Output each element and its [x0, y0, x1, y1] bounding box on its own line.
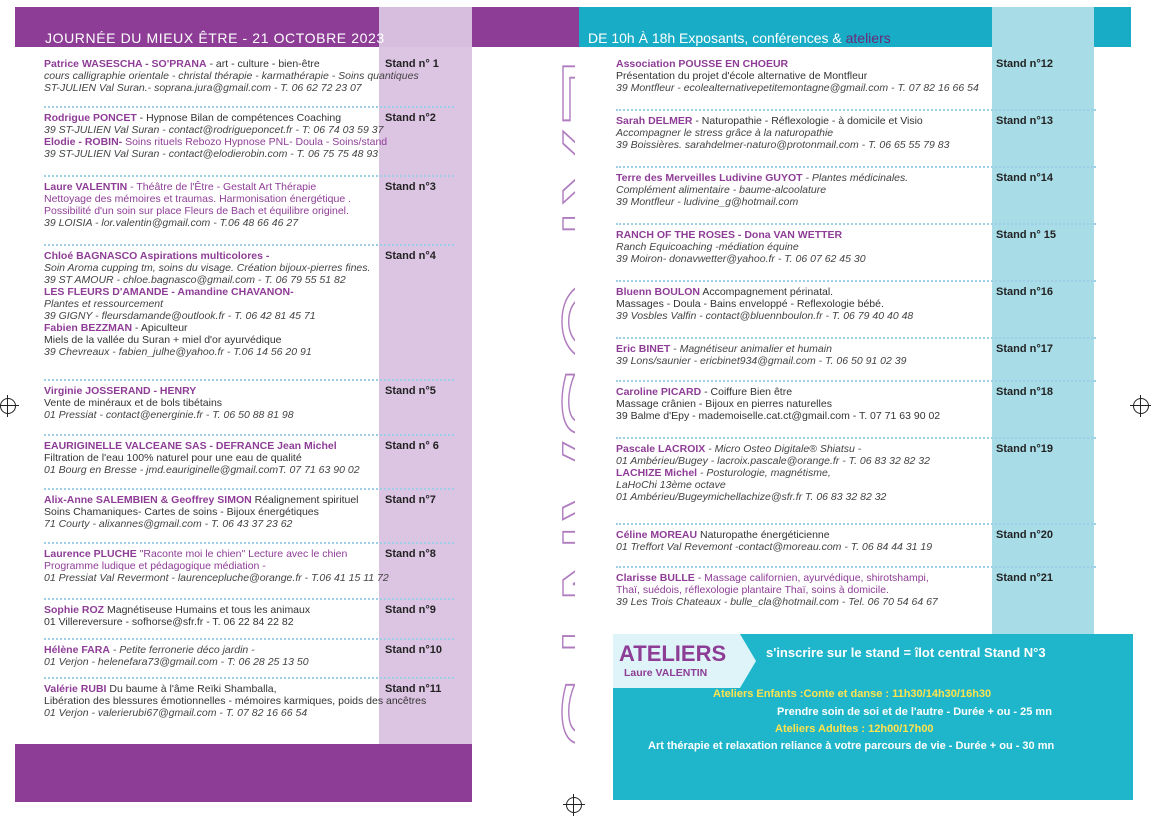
- entry-line: [44, 148, 387, 160]
- exposants-text: EXPOSANTS: [543, 55, 575, 563]
- entry-line: [44, 707, 426, 719]
- entry-line: [616, 115, 949, 127]
- exhibitor-detail: Soins Chamaniques- Cartes de soins - Bijoux énergétiques: [44, 506, 319, 518]
- stand-number: Stand n°9: [385, 604, 436, 616]
- exhibitor-detail: Ranch Equicoaching -médiation équine: [616, 241, 799, 253]
- entry-separator: [44, 677, 454, 679]
- entry-line: [44, 298, 370, 310]
- exhibitor-entry: [616, 572, 938, 608]
- left-header-accent: [379, 7, 472, 47]
- entry-line: [44, 124, 387, 136]
- exhibitor-detail: - Apiculteur: [132, 322, 188, 334]
- stand-number: Stand n°2: [385, 112, 436, 124]
- entry-line: [44, 181, 351, 193]
- entry-separator: [616, 566, 1096, 568]
- exhibitor-detail: Magnétiseuse Humains et tous les animaux: [104, 604, 311, 616]
- exhibitor-name: Céline MOREAU: [616, 529, 698, 541]
- exhibitor-detail: Soins rituels Rebozo Hypnose PNL- Doula - Soins/stand: [122, 136, 388, 148]
- exhibitor-entry: [616, 229, 866, 265]
- entry-line: [44, 58, 419, 70]
- exhibitor-name: LACHIZE Michel: [616, 467, 698, 479]
- exhibitor-detail: - Hypnose Bilan de compétences Coaching: [136, 112, 342, 124]
- exhibitor-detail: 01 Ambérieu/Bugey - lacroix.pascale@orange.fr - T. 06 83 32 82 32: [616, 455, 930, 467]
- exhibitor-detail: - Naturopathie - Réflexologie - à domicile et Visio: [692, 115, 923, 127]
- exhibitor-name: Caroline PICARD: [616, 386, 702, 398]
- ateliers-line: Ateliers Enfants :Conte et danse : 11h30/14h30/16h30: [713, 688, 992, 700]
- exhibitor-name: Sarah DELMER: [616, 115, 693, 127]
- exhibitor-detail: - art - culture - bien-être: [206, 58, 320, 70]
- entry-line: [616, 127, 949, 139]
- exhibitor-entry: [616, 443, 930, 503]
- exhibitor-name: Elodie - ROBIN-: [44, 136, 123, 148]
- entry-line: [616, 572, 938, 584]
- exhibitor-detail: Accompagner le stress grâce à la naturopathie: [616, 127, 834, 139]
- exhibitor-detail: Complément alimentaire - baume-alcoolature: [616, 184, 827, 196]
- exhibitor-name: Rodrigue PONCET: [44, 112, 137, 124]
- exposants-vertical-title: [505, 55, 575, 755]
- exhibitor-detail: 01 Ambérieu/Bugeymichellachize@sfr.fr T. 06 83 32 82 32: [616, 491, 887, 503]
- entry-line: [44, 205, 351, 217]
- exhibitor-entry: [616, 343, 906, 367]
- entry-line: [616, 241, 866, 253]
- stand-number: Stand n° 15: [996, 229, 1057, 241]
- stand-number: Stand n°10: [385, 644, 442, 656]
- ateliers-line: Prendre soin de soi et de l'autre - Durée + ou - 25 mn: [777, 706, 1052, 718]
- entry-line: [44, 560, 389, 572]
- entry-line: [616, 467, 930, 479]
- stand-number: Stand n°18: [996, 386, 1053, 398]
- exhibitor-detail: - Petite ferronerie déco jardin -: [109, 644, 255, 656]
- exhibitor-detail: 39 Lons/saunier - ericbinet934@gmail.com - T. 06 50 91 02 39: [616, 355, 907, 367]
- exhibitor-detail: Programme ludique et pédagogique médiation -: [44, 560, 266, 572]
- exhibitor-entry: [44, 494, 359, 530]
- exhibitor-entry: [44, 548, 389, 584]
- exhibitor-entry: [44, 683, 426, 719]
- exhibitor-detail: - Théâtre de l'Être - Gestalt Art Thérapie: [127, 181, 317, 193]
- exhibitor-name: Association POUSSE EN CHOEUR: [616, 58, 789, 70]
- exhibitor-name: Alix-Anne SALEMBIEN & Geoffrey SIMON: [44, 494, 252, 506]
- entry-line: [44, 494, 359, 506]
- exhibitor-name: Bluenn BOULON: [616, 286, 700, 298]
- exhibitor-name: Clarisse BULLE: [616, 572, 695, 584]
- stand-number: Stand n°20: [996, 529, 1053, 541]
- entry-line: [616, 172, 908, 184]
- exhibitor-detail: 01 Pressiat - contact@energinie.fr - T. 06 50 88 81 98: [44, 409, 294, 421]
- entry-line: [44, 397, 294, 409]
- exhibitor-detail: - Coiffure Bien être: [701, 386, 793, 398]
- event-hours-accent: ateliers: [845, 30, 891, 46]
- entry-separator: [44, 379, 454, 381]
- exhibitor-entry: [616, 386, 940, 422]
- entry-line: [44, 70, 419, 82]
- exhibitor-name: Virginie JOSSERAND - HENRY: [44, 385, 197, 397]
- entry-line: [616, 184, 908, 196]
- entry-line: [616, 541, 932, 553]
- stand-number: Stand n°11: [385, 683, 442, 695]
- exhibitor-name: Fabien BEZZMAN: [44, 322, 133, 334]
- ateliers-line: Art thérapie et relaxation reliance à votre parcours de vie - Durée + ou - 30 mn: [648, 740, 1055, 752]
- stand-number: Stand n°17: [996, 343, 1053, 355]
- entry-line: [616, 82, 979, 94]
- exhibitor-entry: [44, 250, 370, 358]
- entry-separator: [44, 542, 454, 544]
- ateliers-line: Ateliers Adultes : 12h00/17h00: [775, 723, 934, 735]
- exhibitor-name: Eric BINET: [616, 343, 671, 355]
- exhibitor-detail: Présentation du projet d'école alternative de Montfleur: [616, 70, 868, 82]
- entry-separator: [44, 598, 454, 600]
- exhibitor-detail: 01 Villereversure - sofhorse@sfr.fr - T. 06 22 84 22 82: [44, 616, 294, 628]
- exhibitor-name: Chloé BAGNASCO Aspirations multicolores -: [44, 250, 270, 262]
- exhibitor-detail: 39 Boissières. sarahdelmer-naturo@protonmail.com - T. 06 65 55 79 83: [616, 139, 950, 151]
- entry-line: [44, 616, 310, 628]
- entry-line: [44, 346, 370, 358]
- entry-line: [616, 253, 866, 265]
- ateliers-arrow-shape: [740, 634, 756, 688]
- entry-line: [616, 310, 913, 322]
- exhibitor-detail: - Plantes médicinales.: [802, 172, 909, 184]
- exhibitor-name: Hélène FARA: [44, 644, 110, 656]
- entry-line: [44, 683, 426, 695]
- exhibitor-detail: 01 Verjon - helenefara73@gmail.com - T: 06 28 25 13 50: [44, 656, 309, 668]
- exhibitor-entry: [616, 115, 949, 151]
- entry-separator: [44, 488, 454, 490]
- entry-line: [44, 440, 360, 452]
- entry-line: [44, 572, 389, 584]
- entry-line: [44, 452, 360, 464]
- exhibitor-detail: 39 Chevreaux - fabien_julhe@yahoo.fr - T.06 14 56 20 91: [44, 346, 312, 358]
- entry-line: [44, 604, 310, 616]
- exhibitor-name: Laure VALENTIN: [44, 181, 128, 193]
- exhibitor-detail: - Posturologie, magnétisme,: [697, 467, 831, 479]
- exhibitor-detail: Accompagnement périnatal.: [700, 286, 834, 298]
- entry-line: [44, 322, 370, 334]
- entry-line: [44, 506, 359, 518]
- stand-number: Stand n°19: [996, 443, 1053, 455]
- exhibitor-detail: 39 ST AMOUR - chloe.bagnasco@gmail.com - T. 06 79 55 51 82: [44, 274, 346, 286]
- exhibitor-entry: [44, 440, 360, 476]
- entry-line: [616, 491, 930, 503]
- exhibitor-entry: [44, 112, 387, 160]
- exhibitor-detail: Filtration de l'eau 100% naturel pour une eau de qualité: [44, 452, 302, 464]
- entry-line: [616, 596, 938, 608]
- entry-line: [44, 82, 419, 94]
- exhibitor-name: EAURIGINELLE VALCEANE SAS - DEFRANCE Jean Michel: [44, 440, 337, 452]
- entry-line: [616, 58, 979, 70]
- entry-line: [616, 410, 940, 422]
- entry-line: [616, 386, 940, 398]
- exhibitor-entry: [616, 172, 908, 208]
- exhibitor-detail: 39 Vosbles Valfin - contact@bluennboulon.fr - T. 06 79 40 40 48: [616, 310, 914, 322]
- exhibitor-detail: 39 GIGNY - fleursdamande@outlook.fr - T. 06 42 81 45 71: [44, 310, 316, 322]
- exhibitor-detail: 71 Courty - alixannes@gmail.com - T. 06 43 37 23 62: [44, 518, 293, 530]
- exhibitor-detail: Soin Aroma cupping tm, soins du visage. Création bijoux-pierres fines.: [44, 262, 371, 274]
- event-hours: [588, 30, 891, 46]
- exhibitor-entry: [44, 385, 294, 421]
- entry-line: [44, 286, 370, 298]
- exhibitor-detail: 01 Treffort Val Revemont -contact@moreau.com - T. 06 84 44 31 19: [616, 541, 933, 553]
- entry-line: [44, 409, 294, 421]
- exhibitor-name: Laurence PLUCHE: [44, 548, 137, 560]
- entry-line: [616, 455, 930, 467]
- stand-number: Stand n°21: [996, 572, 1053, 584]
- exhibitor-entry: [44, 644, 309, 668]
- exhibitor-detail: 39 ST-JULIEN Val Suran - contact@rodrigueponcet.fr - T: 06 74 03 59 37: [44, 124, 384, 136]
- left-footer-band: [15, 744, 472, 802]
- ateliers-host: Laure VALENTIN: [624, 667, 708, 679]
- entry-line: [616, 343, 906, 355]
- ateliers-headline: s'inscrire sur le stand = îlot central Stand N°3: [766, 645, 1046, 660]
- entry-separator: [616, 109, 1096, 111]
- exhibitor-entry: [616, 529, 932, 553]
- exhibitor-detail: 39 Balme d'Epy - mademoiselle.cat.ct@gmail.com - T. 07 71 63 90 02: [616, 410, 941, 422]
- exhibitor-detail: 39 Moiron- donavwetter@yahoo.fr - T. 06 07 62 45 30: [616, 253, 866, 265]
- exhibitor-detail: Du baume à l'âme Reïki Shamballa,: [106, 683, 277, 695]
- ateliers-title: ATELIERS: [619, 641, 727, 666]
- entry-line: [44, 695, 426, 707]
- entry-line: [44, 644, 309, 656]
- exhibitor-detail: 01 Verjon - valerierubi67@gmail.com - T. 07 82 16 66 54: [44, 707, 308, 719]
- exhibitor-detail: Miels de la vallée du Suran + miel d'or ayurvédique: [44, 334, 282, 346]
- entry-line: [616, 139, 949, 151]
- registration-mark-icon: [0, 398, 16, 414]
- exhibitor-detail: "Raconte moi le chien" Lecture avec le chien: [136, 548, 348, 560]
- entry-line: [44, 262, 370, 274]
- event-hours-text: DE 10h À 18h Exposants, conférences &: [588, 30, 846, 46]
- exhibitor-detail: ST-JULIEN Val Suran.- soprana.jura@gmail.com - T. 06 62 72 23 07: [44, 82, 362, 94]
- registration-mark-icon: [1133, 398, 1149, 414]
- entry-separator: [616, 337, 1096, 339]
- stand-number: Stand n°8: [385, 548, 436, 560]
- exhibitor-entry: [44, 604, 310, 628]
- exhibitor-detail: Thaï, suédois, réflexologie plantaire Thaï, soins à domicile.: [616, 584, 889, 596]
- entry-separator: [616, 166, 1096, 168]
- entry-separator: [44, 244, 454, 246]
- entry-separator: [616, 223, 1096, 225]
- exhibitor-name: Valérie RUBI: [44, 683, 107, 695]
- exhibitor-detail: 39 Montfleur - ecolealternativepetitemontagne@gmail.com - T. 07 82 16 66 54: [616, 82, 979, 94]
- stand-number: Stand n°4: [385, 250, 436, 262]
- stand-number: Stand n°16: [996, 286, 1053, 298]
- entry-line: [44, 464, 360, 476]
- exhibitor-detail: 39 Les Trois Chateaux - bulle_cla@hotmail.com - Tel. 06 70 54 64 67: [616, 596, 938, 608]
- entry-line: [616, 229, 866, 241]
- right-header-accent: [992, 7, 1094, 47]
- exhibitor-detail: Plantes et ressourcement: [44, 298, 164, 310]
- exhibitor-detail: LaHoChi 13ème octave: [616, 479, 726, 491]
- entry-line: [44, 334, 370, 346]
- exhibitor-detail: 39 ST-JULIEN Val Suran - contact@elodierobin.com - T. 06 75 75 48 93: [44, 148, 379, 160]
- exhibitor-name: Terre des Merveilles Ludivine GUYOT: [616, 172, 803, 184]
- stand-number: Stand n°13: [996, 115, 1053, 127]
- entry-line: [616, 286, 913, 298]
- entry-line: [616, 398, 940, 410]
- exhibitor-detail: cours calligraphie orientale - christal thérapie - karmathérapie - Soins quantiques: [44, 70, 419, 82]
- entry-separator: [616, 437, 1096, 439]
- entry-line: [616, 355, 906, 367]
- exhibitor-entry: [44, 181, 351, 229]
- entry-line: [44, 518, 359, 530]
- entry-line: [44, 274, 370, 286]
- exhibitor-detail: - Micro Osteo Digitale® Shiatsu -: [705, 443, 862, 455]
- entry-separator: [616, 380, 1096, 382]
- exhibitor-name: LES FLEURS D'AMANDE - Amandine CHAVANON-: [44, 286, 294, 298]
- registration-mark-icon: [566, 797, 582, 813]
- entry-line: [616, 584, 938, 596]
- exhibitor-detail: Naturopathe énergéticienne: [697, 529, 830, 541]
- entry-line: [616, 529, 932, 541]
- exhibitor-detail: - Massage californien, ayurvédique, shirotshampi,: [694, 572, 929, 584]
- exhibitor-entry: [44, 58, 419, 94]
- exhibitor-detail: Vente de minéraux et de bols tibétains: [44, 397, 223, 409]
- entry-separator: [44, 175, 454, 177]
- entry-line: [44, 548, 389, 560]
- stand-number: Stand n°7: [385, 494, 436, 506]
- entry-line: [616, 196, 908, 208]
- exhibitor-detail: Libération des blessures émotionnelles - mémoires karmiques, poids des ancêtres: [44, 695, 427, 707]
- exhibitor-entry: [616, 58, 979, 94]
- entry-separator: [44, 638, 454, 640]
- entry-line: [616, 70, 979, 82]
- exhibitor-detail: Réalignement spirituel: [251, 494, 359, 506]
- right-stand-column: [992, 47, 1094, 634]
- stand-number: Stand n°5: [385, 385, 436, 397]
- stand-number: Stand n°14: [996, 172, 1053, 184]
- entry-separator: [44, 106, 454, 108]
- stand-number: Stand n° 6: [385, 440, 439, 452]
- entry-separator: [616, 523, 1096, 525]
- exhibitor-detail: 39 LOISIA - lor.valentin@gmail.com - T.06 48 66 46 27: [44, 217, 299, 229]
- exhibitor-name: Sophie ROZ: [44, 604, 105, 616]
- entry-line: [44, 136, 387, 148]
- exhibitor-entry: [616, 286, 913, 322]
- exhibitor-name: Patrice WASESCHA - SO'PRANA: [44, 58, 207, 70]
- exhibitor-detail: Massages - Doula - Bains enveloppé - Reflexologie bébé.: [616, 298, 884, 310]
- entry-line: [44, 310, 370, 322]
- entry-line: [44, 385, 294, 397]
- exhibitor-detail: Possibilité d'un soin sur place Fleurs de Bach et équilibre originel.: [44, 205, 349, 217]
- stand-number: Stand n°3: [385, 181, 436, 193]
- entry-line: [616, 479, 930, 491]
- entry-line: [44, 656, 309, 668]
- event-title: JOURNÉE DU MIEUX ÊTRE - 21 OCTOBRE 2023: [45, 30, 385, 46]
- entry-line: [616, 443, 930, 455]
- entry-line: [616, 298, 913, 310]
- entry-separator: [44, 434, 454, 436]
- exhibitor-name: RANCH OF THE ROSES - Dona VAN WETTER: [616, 229, 843, 241]
- stand-number: Stand n° 1: [385, 58, 439, 70]
- exhibitor-detail: Massage crânien - Bijoux en pierres naturelles: [616, 398, 832, 410]
- entry-line: [44, 250, 370, 262]
- stand-number: Stand n°12: [996, 58, 1053, 70]
- exhibitor-name: Pascale LACROIX: [616, 443, 706, 455]
- entry-line: [44, 193, 351, 205]
- exhibitor-detail: 39 Montfleur - ludivine_g@hotmail.com: [616, 196, 799, 208]
- exhibitor-detail: 01 Pressiat Val Revermont - laurencepluche@orange.fr - T.06 41 15 11 72: [44, 572, 389, 584]
- entry-line: [44, 112, 387, 124]
- exhibitor-detail: Nettoyage des mémoires et traumas. Harmonisation énergétique .: [44, 193, 351, 205]
- exhibitor-detail: - Magnétiseur animalier et humain: [670, 343, 832, 355]
- entry-separator: [616, 280, 1096, 282]
- entry-line: [44, 217, 351, 229]
- exhibitor-detail: 01 Bourg en Bresse - jmd.eauriginelle@gmail.comT. 07 71 63 90 02: [44, 464, 360, 476]
